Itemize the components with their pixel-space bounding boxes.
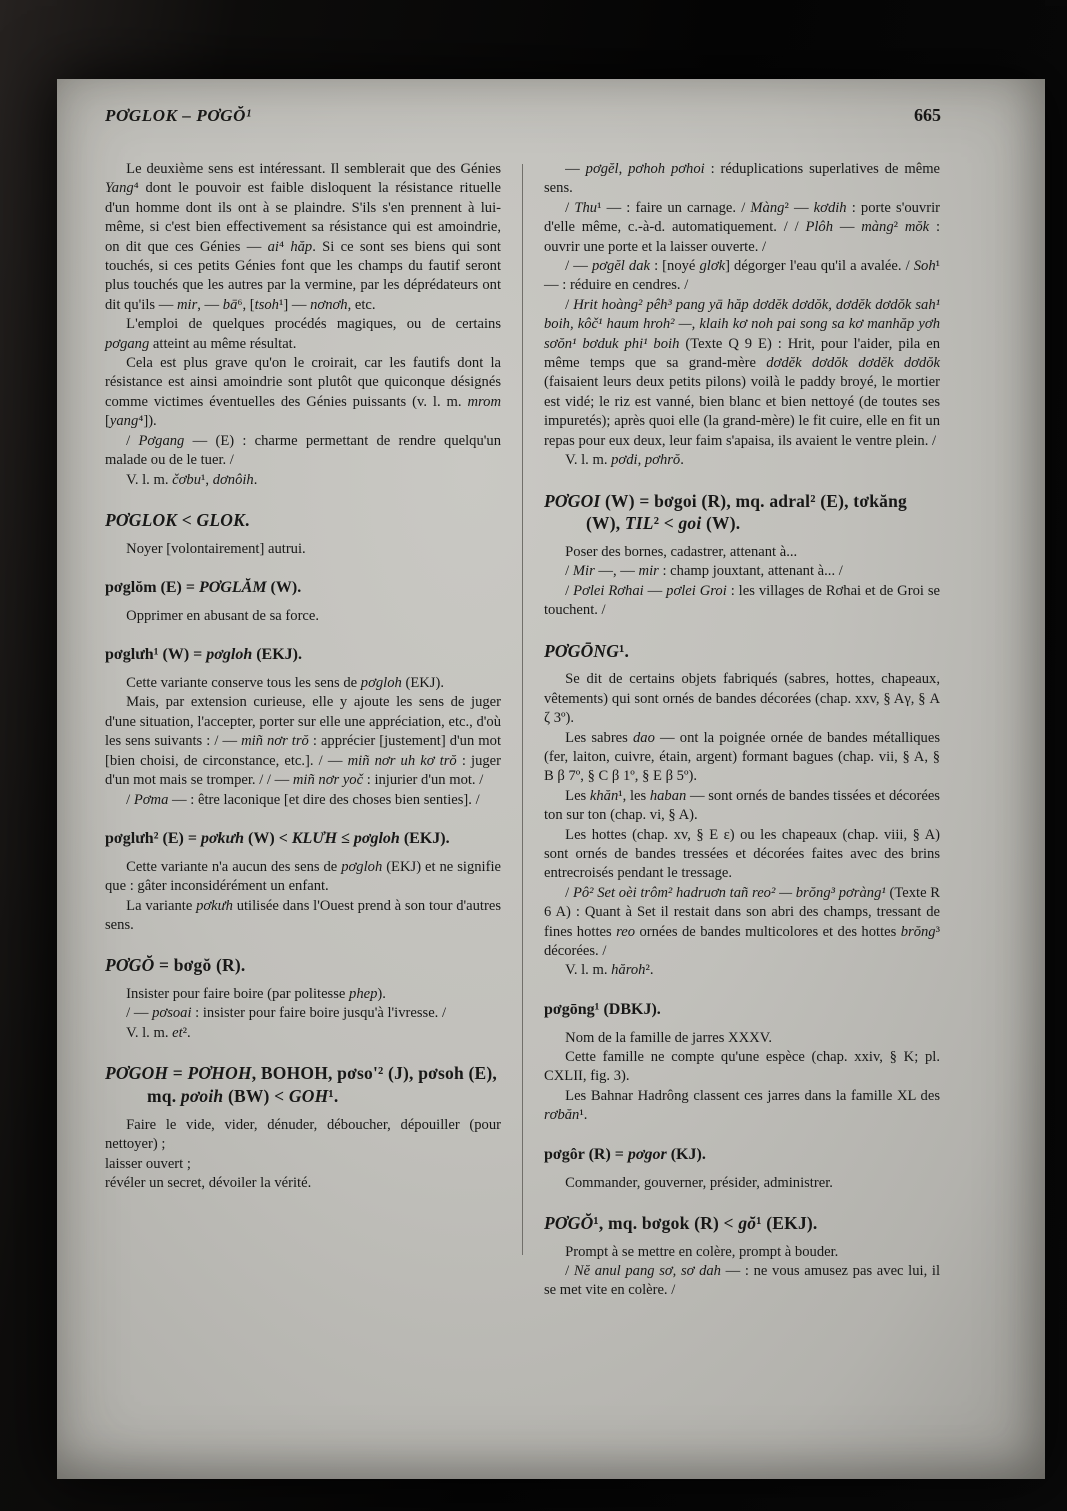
entry-heading: PƠGŎ = bơgŏ (R). [105, 955, 246, 976]
paragraph: Prompt à se mettre en colère, prompt à bouder. [565, 1243, 839, 1260]
paragraph: V. l. m. čơbu¹, dơnôih. [126, 471, 258, 488]
paragraph: Noyer [volontairement] autrui. [126, 540, 306, 557]
paragraph: / Pơma — : être laconique [et dire des choses bien senties]. / [126, 791, 480, 808]
paragraph: V. l. m. pơdi, pơhrŏ. [565, 452, 684, 469]
paragraph: Les khăn¹, les haban — sont ornés de bandes tissées et décorées ton sur ton (chap. vi, § A). [544, 787, 940, 824]
paragraph: Cela est plus grave qu'on le croirait, car les fautifs dont la résistance est ainsi amoindrie sont plutôt que quiconque désignés comme victimes éventuelles des Génies puissants (v. l. m. mrom [yang⁴]). [105, 355, 501, 430]
paragraph: / Pô² Set oèi trôm² hadruơn tañ reo² — brŏng³ pơràng¹ (Texte R 6 A) : Quant à Set il restait dans son abri des champs, tressant de fines hottes reo ornées de bandes multicolores et des hottes brŏng³ décorées. / [544, 884, 941, 960]
paragraph: L'emploi de quelques procédés magiques, ou de certains pơgang atteint au même résultat. [105, 316, 501, 352]
paragraph: / Thu¹ — : faire un carnage. / Màng² — kơdih : porte s'ouvrir d'elle même, c.-à-d. automatiquement. / / Plôh — màng² mŏk : ouvrir une porte et la laisser ouverte. / [544, 199, 941, 255]
entry-heading: pơglưh² (E) = pơkưh (W) < KLƯH ≤ pơgloh (EKJ). [105, 829, 450, 847]
paragraph: Insister pour faire boire (par politesse phep). [126, 986, 386, 1003]
entry-heading: PƠGLOK < GLOK. [105, 509, 250, 530]
paragraph: Mais, par extension curieuse, elle y ajoute les sens de juger d'une situation, l'accepter, porter sur elle une appréciation, etc., d'où les sens suivants : / — miñ nơr trŏ : apprécier [justement] d'un mot [bien choisi, de circonstance, etc.]. / — miñ nơr uh kơ trŏ : juger d'un mot mais se tromper. / / — miñ nơr yoč : injurier d'un mot. / [105, 694, 502, 789]
paragraph: La variante pơkưh utilisée dans l'Ouest prend à son tour d'autres sens. [105, 897, 501, 933]
paragraph: / Nĕ anul pang sơ, sơ dah — : ne vous amusez pas avec lui, il se met vite en colère. / [544, 1263, 941, 1299]
running-head [105, 105, 941, 126]
entry-heading: PƠGŌNG¹. [544, 640, 630, 661]
paragraph: Cette variante conserve tous les sens de pơgloh (EKJ). [126, 675, 444, 692]
paragraph: Poser des bornes, cadastrer, attenant à... [565, 544, 798, 560]
paragraph: / Pơgang — (E) : charme permettant de rendre quelqu'un malade ou de le tuer. / [105, 432, 502, 469]
left-column [105, 160, 501, 1301]
dictionary-page [57, 79, 1045, 1479]
paragraph: Les sabres dao — ont la poignée ornée de bandes métalliques (fer, laiton, cuivre, étain, argent) formant bagues (chap. vii, § A, § B β 7º, § C β 1º, § E β 5º). [544, 729, 940, 785]
paragraph: Faire le vide, vider, dénuder, déboucher, dépouiller (pour nettoyer) ; [105, 1116, 501, 1153]
entry-heading: pơgōng¹ (DBKJ). [544, 1000, 661, 1018]
entry-heading: pơgôr (R) = pơgor (KJ). [544, 1145, 706, 1163]
entry-heading: PƠGOI (W) = bơgoi (R), mq. adral² (E), tơkăng (W), TIL² < goi (W). [544, 490, 907, 534]
entry-heading: pơglŏm (E) = PƠGLĂM (W). [105, 579, 302, 597]
entry-heading: PƠGOH = PƠHOH, BOHOH, pơso'² (J), pơsoh (E), mq. pơoih (BW) < GOH¹. [105, 1063, 497, 1107]
right-column [544, 160, 940, 1301]
paragraph: / — pơgĕl dak : [noyé glơk] dégorger l'eau qu'il a avalée. / Soh¹ — : réduire en cendres. / [544, 258, 941, 294]
paragraph: Se dit de certains objets fabriqués (sabres, hottes, chapeaux, vêtements) qui sont ornés de bandes décorées (chap. xxv, § Aγ, § A ζ 3º). [544, 671, 940, 727]
paragraph: Les Bahnar Hadrông classent ces jarres dans la famille XL des rơbăn¹. [544, 1087, 940, 1124]
paragraph: Cette famille ne compte qu'une espèce (chap. xxiv, § K; pl. CXLII, fig. 3). [544, 1049, 940, 1085]
paragraph: / Mir —, — mir : champ jouxtant, attenant à... / [565, 563, 843, 580]
paragraph: Les hottes (chap. xv, § E ε) ou les chapeaux (chap. viii, § A) sont ornés de bandes tressées et décorées faites avec des brins entrecroisés pendant le tressage. [544, 826, 940, 882]
paragraph: laisser ouvert ; [105, 1155, 191, 1172]
paragraph: V. l. m. hăroh². [565, 962, 654, 979]
paragraph: / Pơlei Rơhai — pơlei Groi : les villages de Rơhai et de Groi se touchent. / [544, 582, 941, 619]
paragraph: V. l. m. et². [126, 1024, 191, 1041]
paragraph: / Hrit hoàng² pêh³ pang yā hăp dơdĕk dơdŏk, dơdĕk dơdŏk sah¹ boih, kôč¹ haum hroh² —, klaih kơ noh pai song sa kơ manhăp yơh sơŏn¹ bơduk phi¹ boih (Texte Q 9 E) : Hrit, pour l'aider, pila en même temps que sa grand-mère dơdĕk dơdŏk dơdĕk dơdŏk (faisaient leurs deux petits pilons) voilà le paddy broyé, le mortier est vidé; le riz est vanné, bien blanc et bien nettoyé (de toutes ses impuretés); après quoi elle (la grand-mère) le fit cuire, elle en fit un repas pour eux deux, leur faim s'apaisa, ils avaient le ventre plein. / [544, 296, 940, 449]
paragraph: — pơgĕl, pơhoh pơhoi : réduplications superlatives de même sens. [544, 161, 941, 197]
paragraph: Commander, gouverner, présider, administrer. [565, 1174, 833, 1191]
page-number: 665 [914, 105, 941, 125]
column-divider [522, 164, 523, 1255]
paragraph: / — pơsoai : insister pour faire boire jusqu'à l'ivresse. / [126, 1005, 447, 1022]
entry-heading: pơglưh¹ (W) = pơgloh (EKJ). [105, 646, 302, 664]
paragraph: Opprimer en abusant de sa force. [126, 607, 320, 624]
paragraph: Nom de la famille de jarres XXXV. [565, 1029, 772, 1046]
entry-heading: PƠGŎ¹, mq. bơgok (R) < gŏ¹ (EKJ). [544, 1212, 818, 1233]
paragraph: Cette variante n'a aucun des sens de pơgloh (EKJ) et ne signifie que : gâter inconsidérément un enfant. [105, 858, 501, 895]
paragraph: révéler un secret, dévoiler la vérité. [105, 1175, 312, 1192]
running-head-title: PƠGLOK – PƠGŎ¹ [105, 106, 252, 125]
text-columns [105, 160, 941, 1301]
paragraph: Le deuxième sens est intéressant. Il semblerait que des Génies Yang⁴ dont le pouvoir est faible disloquent la résistance rituelle d'un homme dont ils ont à se plaindre. S'ils s'en prennent à lui-même, si c'est bien effectivement sa résistance qui est amoindrie, on dit que ces Génies — ai⁴ hăp. Si ce sont ses biens qui sont touchés, si ces petits Génies font que les champs du fautif seront plus touchés que les autres par la vermine, par les déprédateurs ont dit qu'ils — mir, — bā⁶, [tsoh¹] — nơnơh, etc. [105, 161, 501, 313]
